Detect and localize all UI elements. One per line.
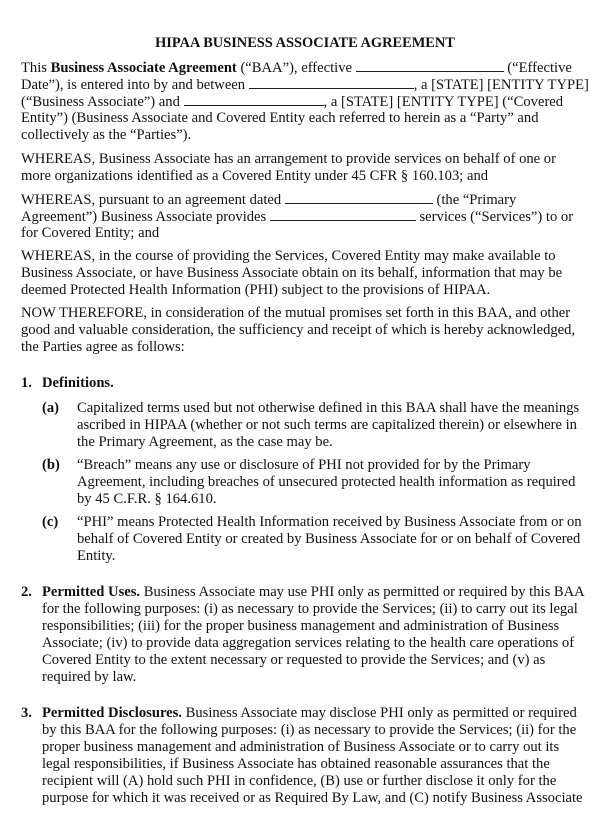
section-3-line-2: by this BAA for the following purposes: (i) as necessary to provide the Services; (ii) for the <box>42 722 577 738</box>
definition-c-line-2: behalf of Covered Entity or created by Business Associate for or on behalf of Covered <box>77 531 581 547</box>
definition-a-line-2: ascribed in HIPAA (whether or not such terms are capitalized therein) or elsewhere in <box>77 417 577 433</box>
section-2-line-3: responsibilities; (iii) for the proper business management and administration of Business <box>42 618 560 634</box>
section-2-line-5: Covered Entity to the extent necessary or requested to provide the Services; and (v) as <box>42 652 546 668</box>
definition-b-line-2: Agreement, including breaches of unsecured protected health information as required <box>77 474 576 490</box>
section-2-line-2: for the following purposes: (i) as necessary to provide the Services; (ii) to carry out its legal <box>42 601 578 617</box>
intro-line-4: Entity”) (Business Associate and Covered Entity each referred to herein as a “Party” and <box>21 110 539 126</box>
section-3-number: 3. <box>21 705 32 721</box>
definition-b-line-3: by 45 C.F.R. § 164.610. <box>77 491 217 507</box>
primary-agreement-date-blank[interactable] <box>285 191 433 204</box>
section-3-line-4: legal responsibilities, if Business Associate has obtained reasonable assurances that the <box>42 756 550 772</box>
definition-c-label: (c) <box>42 514 59 530</box>
section-2-number: 2. <box>21 584 32 600</box>
definition-c-line-3: Entity. <box>77 548 116 564</box>
section-1-heading: Definitions. <box>42 375 114 391</box>
business-associate-name-blank[interactable] <box>249 76 414 89</box>
whereas-1-line-1: WHEREAS, Business Associate has an arrangement to provide services on behalf of one or <box>21 151 556 167</box>
intro-line-2: Date”), is entered into by and between , a [STATE] [ENTITY TYPE] <box>21 77 589 93</box>
whereas-3-line-3: deemed Protected Health Information (PHI) subject to the provisions of HIPAA. <box>21 282 491 298</box>
intro-line-1: This Business Associate Agreement (“BAA”), effective (“Effective <box>21 60 572 76</box>
services-description-blank[interactable] <box>270 208 416 221</box>
section-3-heading: Permitted Disclosures. <box>42 705 182 721</box>
whereas-2-line-3: for Covered Entity; and <box>21 225 160 241</box>
section-3-line-3: proper business management and administration of Business Associate or to carry out its <box>42 739 560 755</box>
section-2-line-1: Permitted Uses. Business Associate may use PHI only as permitted or required by this BAA <box>42 584 585 600</box>
section-2-line-6: required by law. <box>42 669 137 685</box>
definition-b-line-1: “Breach” means any use or disclosure of PHI not provided for by the Primary <box>77 457 531 473</box>
definition-a-line-3: the Primary Agreement, as the case may be. <box>77 434 333 450</box>
definition-a-line-1: Capitalized terms used but not otherwise defined in this BAA shall have the meanings <box>77 400 580 416</box>
covered-entity-name-blank[interactable] <box>184 93 324 106</box>
agreement-name: Business Associate Agreement <box>50 60 237 76</box>
section-3-line-6: purpose for which it was received or as Required By Law, and (C) notify Business Associate <box>42 790 583 806</box>
definition-b-label: (b) <box>42 457 60 473</box>
intro-line-5: collectively as the “Parties”). <box>21 127 192 143</box>
effective-date-blank[interactable] <box>356 59 504 72</box>
whereas-2-line-1: WHEREAS, pursuant to an agreement dated (the “Primary <box>21 192 517 208</box>
now-therefore-line-3: the Parties agree as follows: <box>21 339 185 355</box>
now-therefore-line-1: NOW THEREFORE, in consideration of the mutual promises set forth in this BAA, and other <box>21 305 571 321</box>
section-2-heading: Permitted Uses. <box>42 584 141 600</box>
whereas-2-line-2: Agreement”) Business Associate provides services (“Services”) to or <box>21 209 574 225</box>
definition-c-line-1: “PHI” means Protected Health Information received by Business Associate from or on <box>77 514 582 530</box>
whereas-1-line-2: more organizations identified as a Covered Entity under 45 CFR § 160.103; and <box>21 168 489 184</box>
section-1-number: 1. <box>21 375 32 391</box>
section-3-line-1: Permitted Disclosures. Business Associate may disclose PHI only as permitted or required <box>42 705 577 721</box>
section-2-line-4: Associate; (iv) to provide data aggregation services relating to the health care operations of <box>42 635 575 651</box>
document-title: HIPAA BUSINESS ASSOCIATE AGREEMENT <box>155 35 455 51</box>
whereas-3-line-2: Business Associate, or have Business Associate obtain on its behalf, information that may be <box>21 265 563 281</box>
whereas-3-line-1: WHEREAS, in the course of providing the Services, Covered Entity may make available to <box>21 248 556 264</box>
definition-a-label: (a) <box>42 400 60 416</box>
now-therefore-line-2: good and valuable consideration, the sufficiency and receipt of which is hereby acknowledged, <box>21 322 576 338</box>
intro-line-3: (“Business Associate”) and , a [STATE] [ENTITY TYPE] (“Covered <box>21 94 564 110</box>
section-3-line-5: recipient will (A) hold such PHI in confidence, (B) use or further disclose it only for the <box>42 773 557 789</box>
